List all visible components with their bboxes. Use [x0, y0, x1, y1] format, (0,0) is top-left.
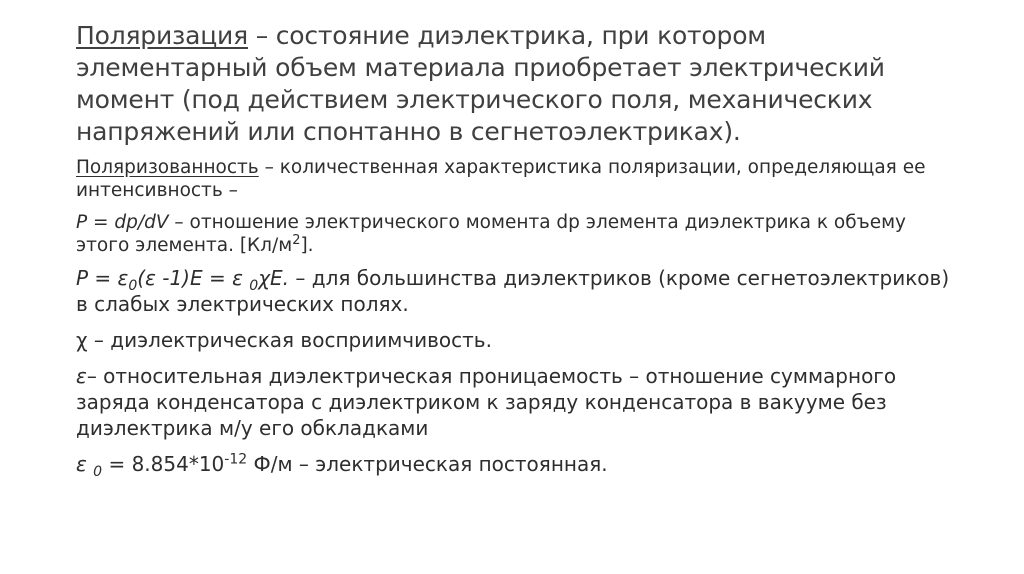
- p2-text1: – отношение электрического момента dp элемента диэлектрика к объему этого элемента. [Кл/м: [76, 212, 907, 256]
- paragraph-chi-definition: [76, 327, 956, 353]
- paragraph-epsilon-definition: [76, 363, 956, 441]
- title-term: Поляризация: [76, 21, 248, 50]
- p6-sup: -12: [224, 451, 248, 468]
- p3-f3: χE.: [258, 266, 290, 290]
- paragraph-polarization-formula: [76, 211, 956, 257]
- p6-sym: ε: [76, 452, 94, 476]
- paragraph-susceptibility-formula: [76, 265, 956, 317]
- p5-sym: ε: [76, 364, 87, 388]
- p5-text: – относительная диэлектрическая проницаемость – отношение суммарного заряда конденсатора с диэлектриком к заряду конденсатора в вакууме без диэлектрика м/у его обкладками: [76, 364, 897, 440]
- p6-t1: = 8.854*10: [102, 452, 225, 476]
- p4-text: χ – диэлектрическая восприимчивость.: [76, 328, 492, 352]
- slide-body: [76, 156, 956, 480]
- p3-sub1: 0: [128, 278, 138, 294]
- p3-text: – для большинства диэлектриков (кроме сегнетоэлектриков) в слабых электрических полях.: [76, 266, 950, 316]
- p3-f2: (ε -1)E = ε: [137, 266, 250, 290]
- p6-sub: 0: [93, 464, 103, 480]
- p2-formula: P = dp/dV: [76, 212, 169, 233]
- p3-sub2: 0: [249, 278, 259, 294]
- p3-f1: P = ε: [76, 266, 129, 290]
- paragraph-electric-constant: [76, 451, 956, 480]
- p2-sup: 2: [292, 232, 301, 248]
- p1-text: – количественная характеристика поляризации, определяющая ее интенсивность –: [76, 157, 926, 201]
- title-text: – состояние диэлектрика, при котором элементарный объем материала приобретает электрический момент (под действием электрического поля, механических напряжений или спонтанно в сегнетоэлектриках).: [76, 21, 885, 146]
- paragraph-polarization-density: [76, 156, 956, 202]
- p1-term: Поляризованность: [76, 157, 259, 178]
- p6-t2: Ф/м – электрическая постоянная.: [247, 452, 608, 476]
- p2-text2: ].: [300, 235, 314, 256]
- slide-title: [76, 20, 956, 148]
